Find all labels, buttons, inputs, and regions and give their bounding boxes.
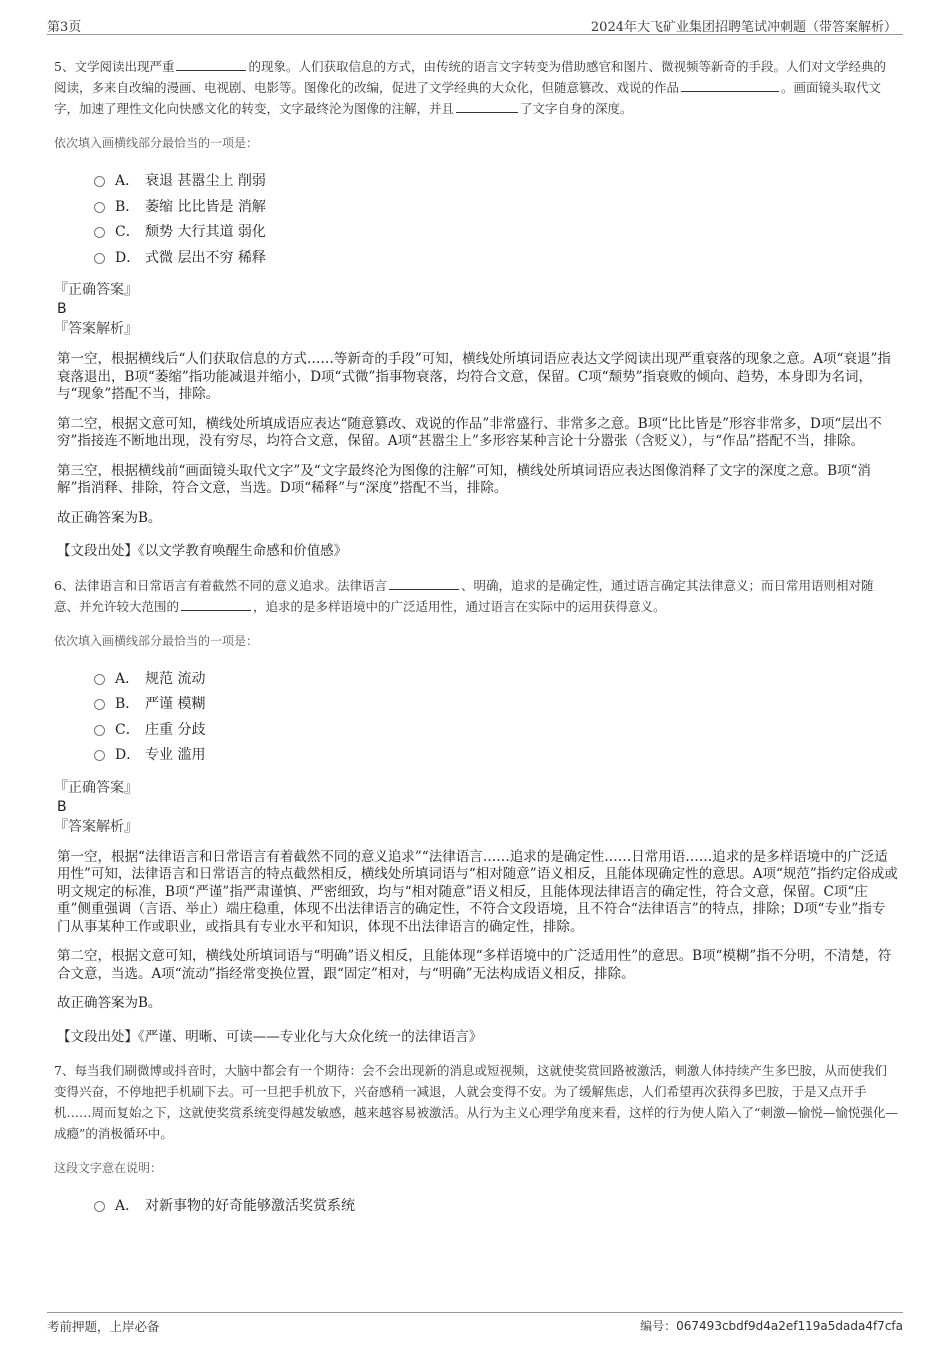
correct-answer: B [57, 301, 67, 317]
blank-line [681, 79, 779, 92]
correct-answer-label: 『正确答案』 [54, 779, 138, 796]
document-content [54, 56, 898, 1230]
page-header [47, 14, 903, 35]
question-5-text: 5、文学阅读出现严重 的现象。人们获取信息的方式，由传统的语言文字转变为借助感官和图片、微视频等新奇的手段。人们对文学经典的阅读，多来自改编的漫画、电视剧、电影等。图像化的改编，促进了文学经典的大众化，但随意篡改、戏说的作品 。画面镜头取代文字，加速了理性文化向快感文化的转变，文字最终沦为图像的注解，并且 了文字自身的深度。 [54, 59, 886, 116]
radio-button[interactable] [94, 750, 105, 761]
radio-button[interactable] [94, 227, 105, 238]
question-7-options [94, 1194, 898, 1220]
footer-slogan: 考前押题，上岸必备 [47, 1319, 160, 1334]
page-footer [47, 1312, 903, 1334]
question-7-prompt: 这段文字意在说明： [54, 1161, 163, 1175]
blank-line [456, 100, 518, 113]
question-5-options [94, 169, 898, 271]
analysis-paragraph: 第二空，根据文意可知，横线处所填词语与“明确”语义相反，且能体现“多样语境中的广泛适用性”的意思。B项“模糊”指不分明，不清楚，符合文意，当选。A项“流动”指经常变换位置，跟“固定”相对，与“明确”无法构成语义相反，排除。 [57, 948, 892, 982]
radio-button[interactable] [94, 674, 105, 685]
source-citation: 【文段出处】《严谨、明晰、可读——专业化与大众化统一的法律语言》 [57, 1028, 483, 1045]
option-a[interactable]: A． 规范 流动 [94, 667, 898, 693]
analysis-label: 『答案解析』 [54, 818, 138, 835]
question-6-options [94, 667, 898, 769]
radio-button[interactable] [94, 176, 105, 187]
option-a[interactable]: A． 对新事物的好奇能够激活奖赏系统 [94, 1194, 898, 1220]
question-6 [54, 575, 898, 1047]
page-number: 第3页 [47, 20, 82, 35]
question-7-text: 7、每当我们刷微博或抖音时，大脑中都会有一个期待：会不会出现新的消息或短视频，这就使奖赏回路被激活，刺激人体持续产生多巴胺，从而使我们变得兴奋，不停地把手机刷下去。可一旦把手机放下，兴奋感稍一减退，人就会变得不安。为了缓解焦虑，人们希望再次获得多巴胺，于是又点开手机……周而复始之下，这就使奖赏系统变得越发敏感，越来越容易被激活。从行为主义心理学角度来看，这样的行为使人陷入了“刺激—愉悦—愉悦强化—成瘾”的消极循环中。 [54, 1063, 898, 1141]
question-7 [54, 1060, 898, 1220]
option-a[interactable]: A． 衰退 甚嚣尘上 削弱 [94, 169, 898, 195]
question-5 [54, 56, 898, 561]
radio-button[interactable] [94, 725, 105, 736]
question-6-prompt: 依次填入画横线部分最恰当的一项是： [54, 633, 259, 648]
correct-answer: B [57, 798, 67, 815]
option-d[interactable]: D． 专业 滥用 [94, 743, 898, 769]
correct-answer-label: 『正确答案』 [54, 282, 138, 298]
document-id: 编号：067493cbdf9d4a2ef119a5dada4f7cfa [640, 1319, 903, 1333]
blank-line [389, 577, 459, 590]
blank-line [176, 58, 246, 71]
blank-line [181, 598, 251, 611]
radio-button[interactable] [94, 1201, 105, 1212]
document-title: 2024年大飞矿业集团招聘笔试冲刺题（带答案解析） [590, 20, 897, 35]
option-b[interactable]: B． 萎缩 比比皆是 消解 [94, 195, 898, 221]
source-citation: 【文段出处】《以文学教育唤醒生命感和价值感》 [57, 543, 348, 559]
radio-button[interactable] [94, 253, 105, 264]
question-6-text: 6、法律语言和日常语言有着截然不同的意义追求。法律语言 、明确，追求的是确定性，通过语言确定其法律意义；而日常用语则相对随意、并允许较大范围的 ，追求的是多样语境中的广泛适用性，通过语言在实际中的运用获得意义。 [54, 577, 874, 614]
conclusion: 故正确答案为B。 [57, 995, 162, 1011]
option-d[interactable]: D． 式微 层出不穷 稀释 [94, 246, 898, 272]
analysis-paragraph: 第三空，根据横线前“画面镜头取代文字”及“文字最终沦为图像的注解”可知，横线处所填词语应表达图像消释了文字的深度之意。B项“消解”指消释、排除，符合文意，当选。D项“稀释”与“深度”搭配不当，排除。 [57, 462, 871, 496]
option-b[interactable]: B． 严谨 模糊 [94, 692, 898, 718]
analysis-paragraph: 第一空，根据“法律语言和日常语言有着截然不同的意义追求”“法律语言……追求的是确定性……日常用语……追求的是多样语境中的广泛适用性”可知，法律语言和日常语言的特点截然相反，横线处所填词语与“相对随意”语义相反，且能体现确定性的意思。A项“规范”指约定俗成或明文规定的标准，B项“严谨”指严肃谨慎、严密细致，均与“相对随意”语义相反，且能体现法律语言的确定性，符合文意，保留。C项“庄重”侧重强调（言语、举止）端庄稳重，体现不出法律语言的确定性，不符合文段语境，且不符合“法律语言”的特点，排除；D项“专业”指专门从事某种工作或职业，或指具有专业水平和知识，体现不出法律语言的确定性，排除。 [57, 848, 898, 935]
analysis-paragraph: 第一空，根据横线后“人们获取信息的方式……等新奇的手段”可知，横线处所填词语应表达文学阅读出现严重衰落的现象之意。A项“衰退”指衰落退出，B项“萎缩”指功能减退并缩小，D项“式微”指事物衰落，均符合文意，保留。C项“颓势”指衰败的倾向、趋势，本身即为名词，与“现象”搭配不当，排除。 [57, 351, 891, 402]
analysis-paragraph: 第二空，根据文意可知，横线处所填成语应表达“随意篡改、戏说的作品”非常盛行、非常多之意。B项“比比皆是”形容非常多，D项“层出不穷”指接连不断地出现，没有穷尽，均符合文意，保留。A项“甚嚣尘上”多形容某种言论十分嚣张（含贬义），与“作品”搭配不当，排除。 [57, 415, 882, 449]
conclusion: 故正确答案为B。 [57, 509, 162, 526]
option-c[interactable]: C． 颓势 大行其道 弱化 [94, 220, 898, 246]
radio-button[interactable] [94, 699, 105, 710]
radio-button[interactable] [94, 202, 105, 213]
question-5-prompt: 依次填入画横线部分最恰当的一项是： [54, 136, 259, 150]
analysis-label: 『答案解析』 [54, 321, 138, 337]
option-c[interactable]: C． 庄重 分歧 [94, 718, 898, 744]
